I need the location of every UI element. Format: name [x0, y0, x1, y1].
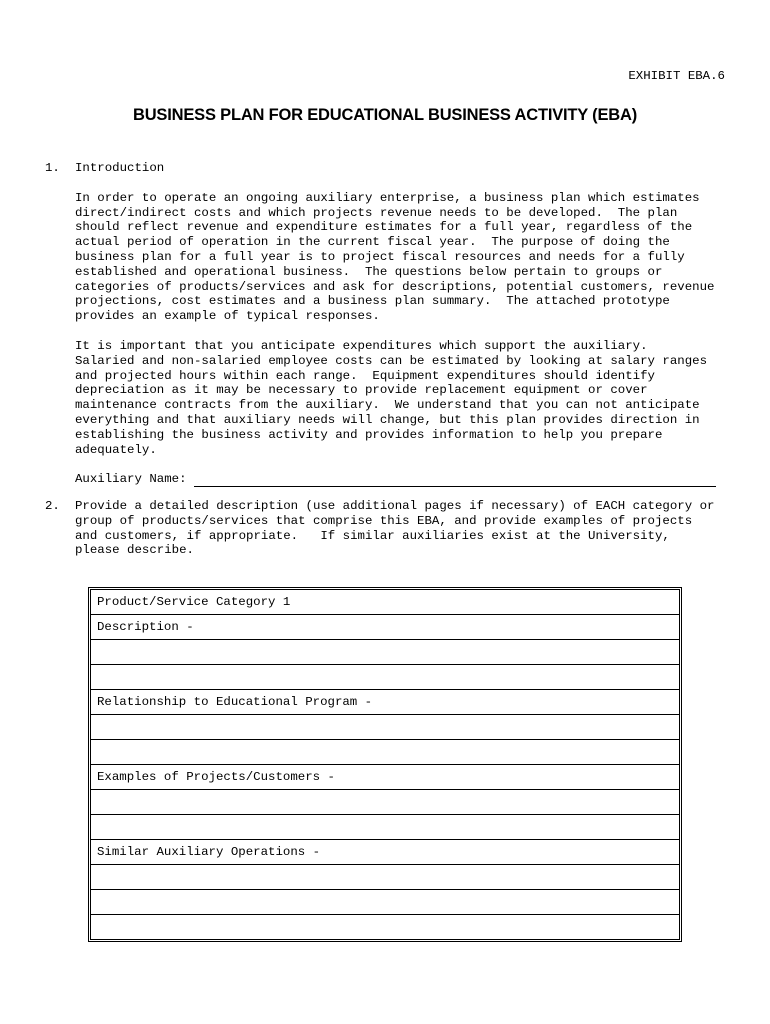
similar-operations-entry-cell[interactable]: [91, 865, 679, 890]
relationship-entry-cell[interactable]: [91, 715, 679, 740]
product-category-table: [88, 587, 682, 942]
similar-operations-entry-cell[interactable]: [91, 915, 679, 939]
similar-operations-label-cell: Similar Auxiliary Operations -: [91, 840, 679, 865]
auxiliary-name-row: [75, 472, 735, 487]
text-line: business plan for a full year is to project fiscal resources and needs for a fully: [75, 249, 685, 264]
section-number: 2.: [45, 499, 60, 513]
text-line: group of products/services that comprise this EBA, and provide examples of projects: [75, 513, 693, 528]
examples-entry-cell[interactable]: [91, 815, 679, 840]
section-number: 1.: [45, 161, 60, 175]
text-line: Provide a detailed description (use additional pages if necessary) of EACH category or: [75, 499, 715, 513]
auxiliary-name-label: Auxiliary Name:: [75, 472, 187, 487]
text-line: actual period of operation in the current fiscal year. The purpose of doing the: [75, 235, 670, 250]
section-body: [75, 161, 735, 487]
text-line: It is important that you anticipate expenditures which support the auxiliary.: [75, 338, 648, 353]
text-line: categories of products/services and ask for descriptions, potential customers, revenue: [75, 279, 715, 294]
description-entry-cell[interactable]: [91, 665, 679, 690]
similar-operations-entry-cell[interactable]: [91, 890, 679, 915]
text-line: and projected hours within each range. Equipment expenditures should identify: [75, 368, 655, 383]
examples-label-cell: Examples of Projects/Customers -: [91, 765, 679, 790]
text-line: please describe.: [75, 543, 194, 558]
text-line: establishing the business activity and provides information to help you prepare: [75, 427, 663, 442]
text-line: projections, cost estimates and a business plan summary. The attached prototype: [75, 294, 670, 309]
text-line: maintenance contracts from the auxiliary. We understand that you can not anticipate: [75, 398, 700, 413]
description-label-cell: Description -: [91, 615, 679, 640]
auxiliary-name-field[interactable]: [194, 474, 716, 487]
text-line: Salaried and non-salaried employee costs can be estimated by looking at salary ranges: [75, 353, 708, 368]
text-line: provides an example of typical responses.: [75, 309, 380, 324]
examples-entry-cell[interactable]: [91, 790, 679, 815]
text-line: established and operational business. The questions below pertain to groups or: [75, 264, 663, 279]
page-title: BUSINESS PLAN FOR EDUCATIONAL BUSINESS ACTIVITY (EBA): [133, 106, 637, 124]
section-heading: Introduction: [75, 161, 165, 175]
section-body: [75, 499, 735, 558]
text-line: everything and that auxiliary needs will change, but this plan provides direction in: [75, 412, 700, 427]
description-entry-cell[interactable]: [91, 640, 679, 665]
category-title-cell: Product/Service Category 1: [91, 590, 679, 615]
relationship-entry-cell[interactable]: [91, 740, 679, 765]
text-line: depreciation as it may be necessary to provide replacement equipment or cover: [75, 383, 648, 398]
text-line: direct/indirect costs and which projects revenue needs to be developed. The plan: [75, 205, 678, 220]
exhibit-label: EXHIBIT EBA.6: [628, 69, 725, 83]
relationship-label-cell: Relationship to Educational Program -: [91, 690, 679, 715]
text-line: and customers, if appropriate. If similar auxiliaries exist at the University,: [75, 528, 670, 543]
intro-paragraph-2: [75, 339, 735, 457]
text-line: adequately.: [75, 442, 157, 457]
text-line: should reflect revenue and expenditure estimates for a full year, regardless of the: [75, 220, 693, 235]
intro-paragraph-1: [75, 191, 735, 324]
text-line: In order to operate an ongoing auxiliary enterprise, a business plan which estimates: [75, 190, 700, 205]
